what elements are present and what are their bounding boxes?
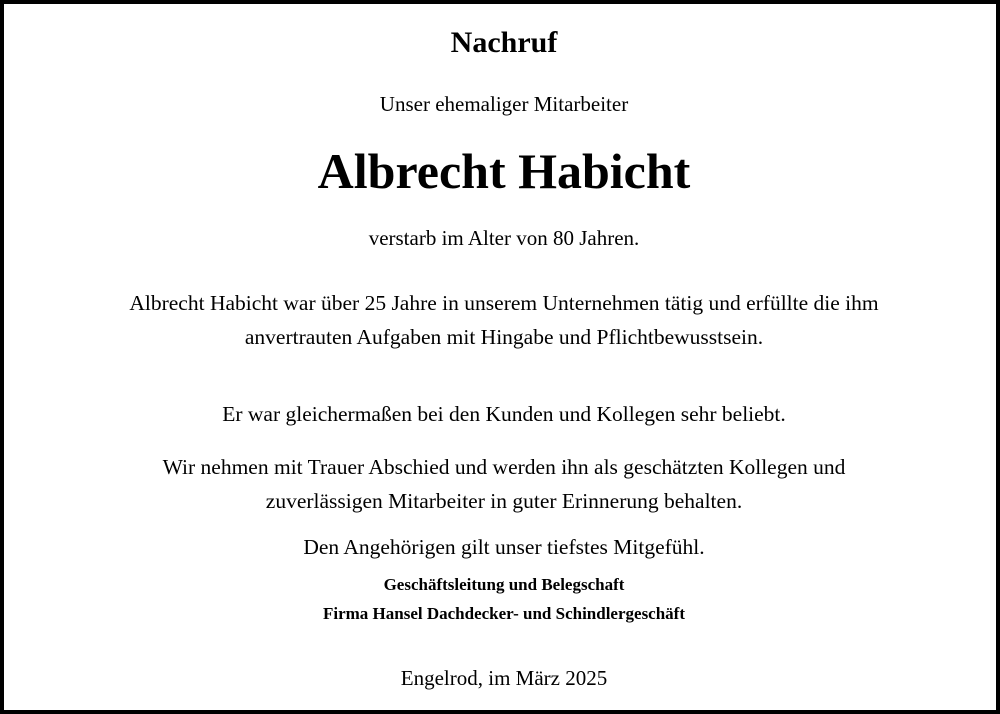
deceased-name: Albrecht Habicht xyxy=(317,143,691,199)
place-date: Engelrod, im März 2025 xyxy=(400,666,608,690)
notice-heading: Nachruf xyxy=(450,26,558,59)
signature-line-1: Geschäftsleitung und Belegschaft xyxy=(383,575,625,594)
age-line: verstarb im Alter von 80 Jahren. xyxy=(368,226,640,250)
paragraph-farewell: Wir nehmen mit Trauer Abschied und werden ihn als geschätzten Kollegen und zuverlässigen Mitarbeiter in guter Erinnerung behalten. xyxy=(162,455,846,513)
paragraph-popularity: Er war gleichermaßen bei den Kunden und Kollegen sehr beliebt. xyxy=(222,402,786,426)
signature-line-2: Firma Hansel Dachdecker- und Schindlergeschäft xyxy=(322,604,686,623)
paragraph-tenure: Albrecht Habicht war über 25 Jahre in unserem Unternehmen tätig und erfüllte die ihm anvertrauten Aufgaben mit Hingabe und Pflichtbewusstsein. xyxy=(129,291,879,349)
paragraph-condolence: Den Angehörigen gilt unser tiefstes Mitgefühl. xyxy=(303,535,705,559)
intro-line: Unser ehemaliger Mitarbeiter xyxy=(379,92,629,116)
